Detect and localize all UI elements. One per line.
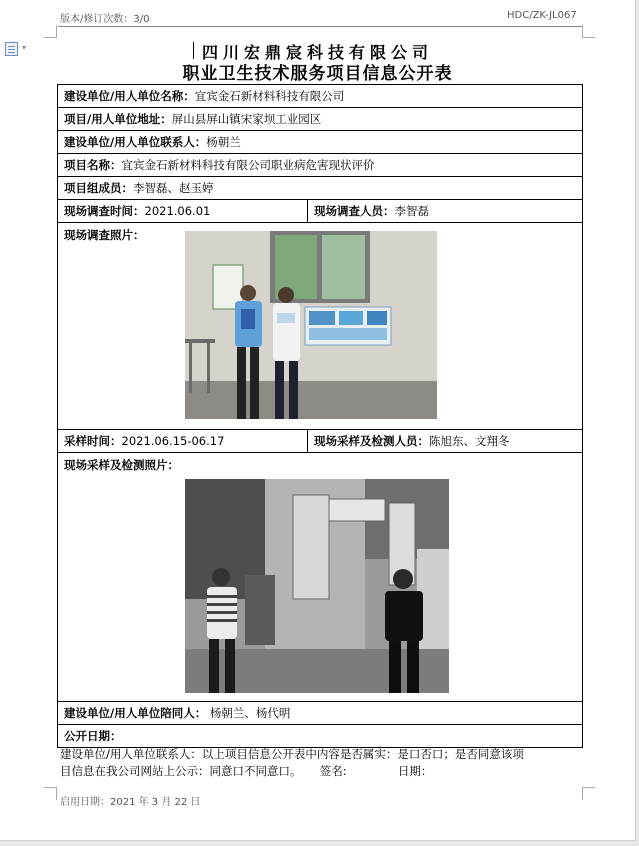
confirmation-line-2: 目信息在我公司网站上公示：同意口不同意口。 签名: 日期： bbox=[60, 764, 433, 778]
field-label: 项目/用人单位地址： bbox=[64, 112, 172, 126]
field-value: 李智磊 bbox=[394, 204, 429, 218]
field-value: 宜宾金石新材料科技有限公司 bbox=[194, 89, 345, 103]
field-label: 建设单位/用人单位陪同人： bbox=[64, 706, 207, 720]
confirmation-line-1: 建设单位/用人单位联系人：以上项目信息公开表中内容是否属实：是口否口；是否同意该项 bbox=[60, 747, 524, 761]
survey-time-cell[interactable] bbox=[58, 200, 308, 223]
survey-photo bbox=[185, 231, 437, 419]
contact-cell[interactable] bbox=[58, 131, 583, 154]
field-value: 杨朝兰 bbox=[206, 135, 241, 149]
field-value: 宜宾金石新材料科技有限公司职业病危害现状评价 bbox=[121, 158, 375, 172]
field-label: 项目组成员： bbox=[64, 181, 133, 195]
survey-staff-cell[interactable] bbox=[308, 200, 583, 223]
doc-code: HDC/ZK-JL067 bbox=[507, 10, 577, 21]
escort-cell[interactable] bbox=[58, 702, 583, 725]
field-value: 李智磊、赵玉婷 bbox=[133, 181, 214, 195]
field-value: 2021.06.01 bbox=[144, 204, 211, 218]
employer-name-cell[interactable] bbox=[58, 85, 583, 108]
table-row bbox=[58, 131, 583, 154]
sampling-photo-image bbox=[185, 479, 449, 693]
field-label: 现场调查时间： bbox=[64, 204, 145, 218]
crop-mark-bottom-left bbox=[44, 787, 57, 800]
sampling-photo-cell[interactable] bbox=[58, 453, 583, 702]
survey-photo-image bbox=[185, 231, 437, 419]
table-row bbox=[58, 725, 583, 748]
header-rule bbox=[58, 26, 582, 27]
version-text: 版本/修订次数：3/0 bbox=[60, 14, 150, 25]
field-label: 建设单位/用人单位名称： bbox=[64, 89, 195, 103]
sampling-time-cell[interactable] bbox=[58, 430, 308, 453]
form-title[interactable]: 职业卫生技术服务项目信息公开表 bbox=[182, 64, 453, 84]
crop-mark-bottom-right bbox=[582, 787, 595, 800]
sampling-photo bbox=[185, 479, 449, 693]
field-label: 采样时间： bbox=[64, 434, 122, 448]
field-label: 建设单位/用人单位联系人： bbox=[64, 135, 207, 149]
members-cell[interactable] bbox=[58, 177, 583, 200]
field-value: 屏山县屏山镇宋家坝工业园区 bbox=[171, 112, 322, 126]
field-label: 现场采样及检测人员： bbox=[314, 434, 429, 448]
field-label: 现场调查照片： bbox=[64, 228, 145, 242]
effective-date: 启用日期：2021 年 3 月 22 日 bbox=[60, 797, 201, 808]
survey-photo-cell[interactable] bbox=[58, 223, 583, 430]
field-label: 公开日期： bbox=[64, 729, 122, 743]
confirmation-text[interactable] bbox=[60, 746, 584, 780]
table-row bbox=[58, 154, 583, 177]
address-cell[interactable] bbox=[58, 108, 583, 131]
crop-mark-top-left bbox=[44, 25, 57, 38]
company-title[interactable]: 四川宏鼎宸科技有限公司 bbox=[201, 43, 433, 62]
field-value: 2021.06.15-06.17 bbox=[121, 434, 225, 448]
publish-date-cell[interactable] bbox=[58, 725, 583, 748]
field-value: 杨朝兰、杨代明 bbox=[209, 706, 291, 720]
table-row bbox=[58, 223, 583, 430]
table-row bbox=[58, 177, 583, 200]
info-table bbox=[57, 84, 583, 748]
field-label: 现场采样及检测照片： bbox=[64, 458, 179, 472]
table-row bbox=[58, 108, 583, 131]
field-label: 项目名称： bbox=[64, 158, 122, 172]
sampling-staff-cell[interactable] bbox=[308, 430, 583, 453]
table-row bbox=[58, 430, 583, 453]
table-row bbox=[58, 85, 583, 108]
project-name-cell[interactable] bbox=[58, 154, 583, 177]
table-row bbox=[58, 200, 583, 223]
field-label: 现场调查人员： bbox=[314, 204, 395, 218]
chevron-down-icon[interactable]: ▾ bbox=[22, 43, 27, 52]
table-row bbox=[58, 702, 583, 725]
field-value: 陈旭东、文翔冬 bbox=[429, 434, 510, 448]
crop-mark-top-right bbox=[582, 25, 595, 38]
table-row bbox=[58, 453, 583, 702]
